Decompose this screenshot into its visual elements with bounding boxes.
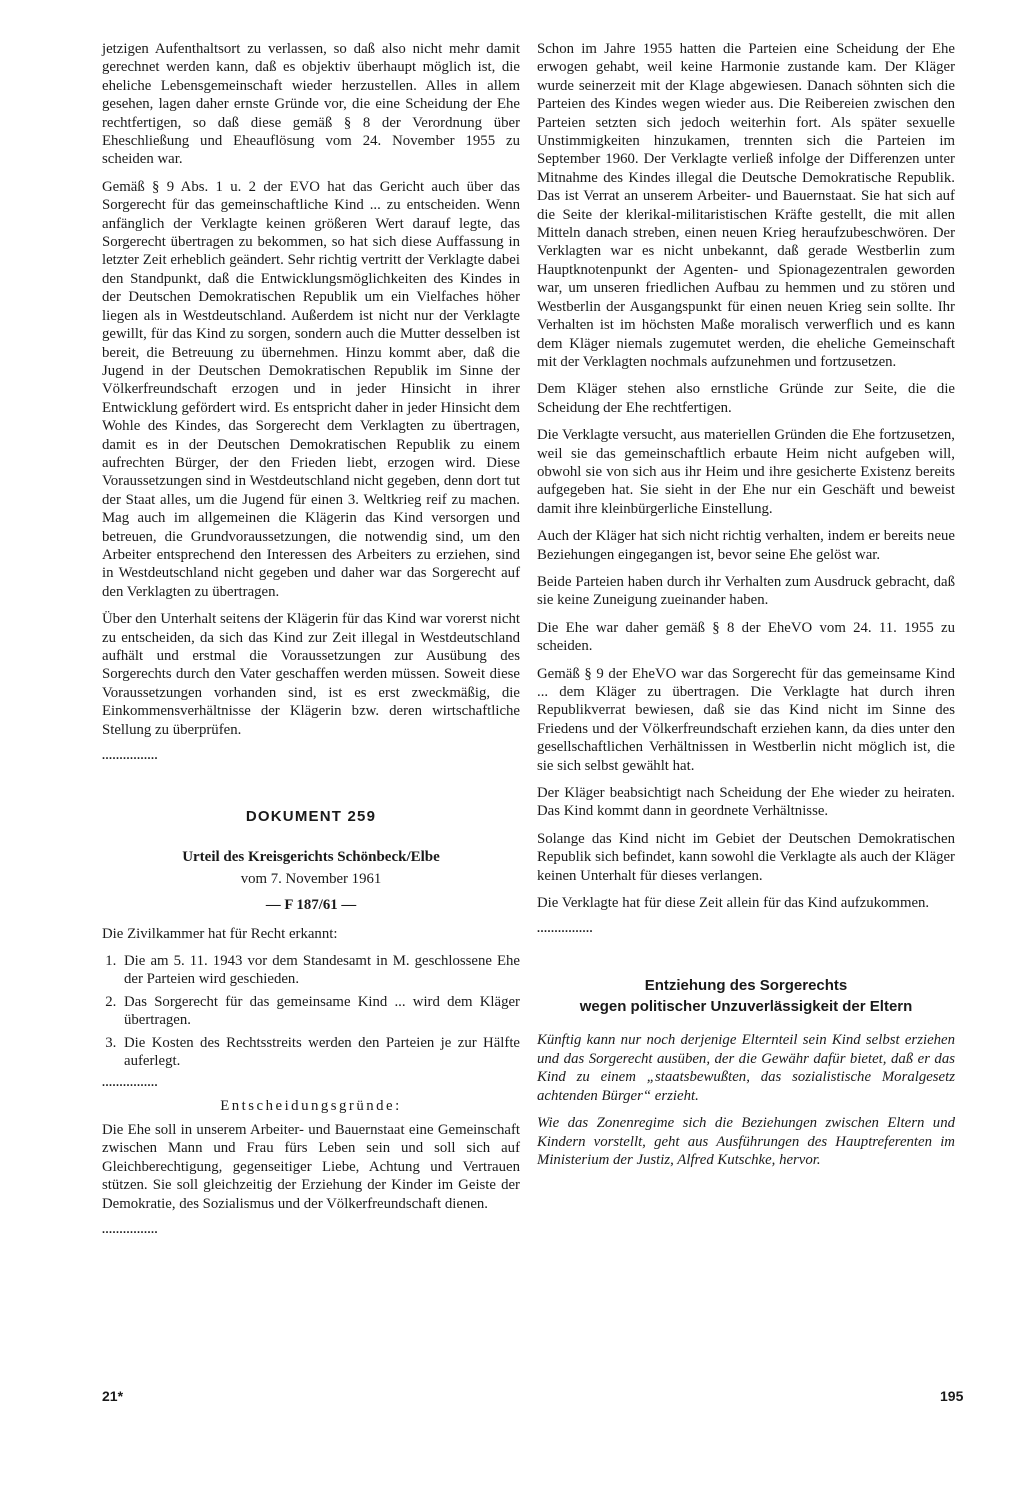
paragraph: Beide Parteien haben durch ihr Verhalten zum Ausdruck gebracht, daß sie keine Zuneigung zueinander haben. (537, 573, 955, 609)
italic-intro (537, 1031, 955, 1169)
judgment-heading: Urteil des Kreisgerichts Schönbeck/Elbe (182, 849, 440, 866)
paragraph: Dem Kläger stehen also ernstliche Gründe zur Seite, die die Scheidung der Ehe rechtfertigen. (537, 381, 955, 416)
grounds-heading: Entscheidungsgründe: (220, 1097, 402, 1114)
ruling-item: 3. Die Kosten des Rechtsstreits werden den Parteien je zur Hälfte auferlegt. (120, 1034, 520, 1071)
ruling-list (102, 952, 520, 1070)
ellipsis-separator: ................ (102, 1074, 158, 1089)
paragraph: Schon im Jahre 1955 hatten die Parteien eine Scheidung der Ehe erwogen gehabt, weil keine Harmonie zustande kam. Der Kläger wurde seinerzeit mit der Klage abgewiesen. Danach söhnten sich die Parteien des Kindes wegen wieder aus. Die Reibereien zwischen den Parteien setzten sich jedoch weiterhin fort. Als später sexuelle Unstimmigkeiten hinzukamen, trennten sich die Parteien im September 1960. Der Verklagte verließ infolge der Differenzen unter Mitnahme des Kindes illegal die Deutsche Demokratische Republik. Das ist Verrat an unserem Arbeiter- und Bauernstaat. Sie hat sich auf die Seite der klerikal-militaristischen Kräfte gestellt, die mit allen Mitteln danach streben, einen neuen Krieg heraufzubeschwören. Der Verklagten war es nicht unbekannt, daß gerade Westberlin zum Hauptknotenpunkt der Agenten- und Spionagezentralen geworden war, um unseren friedlichen Aufbau zu hemmen und zu stören und Westberlin der Ausgangspunkt für einen neuen Krieg sein sollte. Ihr Verhalten ist im höchsten Maße moralisch verwerflich und es kann dem Kläger niemals zugemutet werden, die eheliche Gemeinschaft mit der Verklagten nochmals aufzunehmen und fortzusetzen. (537, 41, 955, 370)
section-heading-line-2: wegen politischer Unzuverlässigkeit der Eltern (579, 998, 913, 1016)
ellipsis-separator: ................ (102, 1221, 158, 1236)
paragraph: Die Verklagte hat für diese Zeit allein für das Kind aufzukommen. (537, 895, 930, 912)
sheet-signature: 21* (102, 1388, 124, 1404)
section-heading (537, 975, 955, 1017)
left-column (102, 40, 520, 1244)
paragraph: Auch der Kläger hat sich nicht richtig verhalten, indem er bereits neue Beziehungen eingegangen ist, bevor seine Ehe gelöst war. (537, 528, 955, 563)
right-column (537, 40, 955, 1178)
ruling-intro: Die Zivilkammer hat für Recht erkannt: (102, 925, 338, 942)
judgment-date: vom 7. November 1961 (240, 870, 382, 887)
document-title: DOKUMENT 259 (245, 808, 377, 826)
paragraph: Solange das Kind nicht im Gebiet der Deutschen Demokratischen Republik sich befindet, kann sowohl die Verklagte als auch der Kläger keinen Unterhalt für dieses verlangen. (537, 830, 955, 884)
paragraph: Die Ehe soll in unserem Arbeiter- und Bauernstaat eine Gemeinschaft zwischen Mann und Frau fürs Leben sein und soll sich auf Gleichberechtigung, gegenseitiger Liebe, Achtung und Vertrauen stützen. Sie soll gleichzeitig der Erziehung der Kinder im Geiste der Demokratie, des Sozialismus und der Völkerfreundschaft dienen. (102, 1121, 520, 1212)
ruling-item: 2. Das Sorgerecht für das gemeinsame Kind ... wird dem Kläger übertragen. (120, 993, 520, 1030)
paragraph: jetzigen Aufenthaltsort zu verlassen, so daß also nicht mehr damit gerechnet werden kann, daß es objektiv überhaupt möglich ist, die eheliche Lebensgemeinschaft wieder herzustellen. Alles in allem gesehen, lagen daher ernste Gründe vor, die eine Scheidung der Ehe rechtfertigen, so daß diese gemäß § 8 der Verordnung über Eheschließung und Eheauflösung vom 24. November 1955 zu scheiden war. (102, 41, 520, 168)
paragraph: Gemäß § 9 der EheVO war das Sorgerecht für das gemeinsame Kind ... dem Kläger zu übertragen. Die Verklagte hat durch ihren Republikverrat bewiesen, daß sie das Kind nicht im Sinne des Friedens und der Völkerfreundschaft erziehen kann, da dies unter den gesellschaftlichen Verhältnissen in Westberlin nicht möglich ist, die sie sich selbst gewählt hat. (537, 665, 955, 774)
paragraph: Gemäß § 9 Abs. 1 u. 2 der EVO hat das Gericht auch über das Sorgerecht für das gemeinschaftliche Kind ... zu entscheiden. Wenn anfänglich der Verklagte keinen größeren Wert darauf legte, das Sorgerecht übertragen zu bekommen, so hat sich diese Auffassung in letzter Zeit erheblich geändert. Sehr richtig vertritt der Verklagte dabei den Standpunkt, daß die Entwicklungsmöglichkeiten des Kindes in der Deutschen Demokratischen Republik um ein Vielfaches höher liegen als in Westdeutschland. Außerdem ist nicht nur der Verklagte gewillt, für das Kind zu sorgen, sondern auch die Mutter desselben ist bereit, die Betreuung zu übernehmen. Hinzu kommt aber, daß die Jugend in der Deutschen Demokratischen Republik im Sinne der Völkerfreundschaft erzogen und in jeder Hinsicht in ihrer Entwicklung gefördert wird. Es entspricht daher in jeder Hinsicht dem Wohle des Kindes, das Sorgerecht dem Verklagten zu übertragen, damit es in der Deutschen Demokratischen Republik zu einem aufrechten Bürger, der den Frieden liebt, erzogen wird. Diese Voraussetzungen sind in Westdeutschland nicht gegeben, denn dort tut der Staat alles, um die Jugend für einen 3. Weltkrieg reif zu machen. Mag auch im allgemeinen die Klägerin das Kind versorgen und betreuen, die Grundvoraussetzungen, die notwendig sind, um den Arbeiter entsprechend den Interessen des Arbeiters zu erziehen, sind in Westdeutschland nicht gegeben und daher war das Sorgerecht auf den Verklagten zu übertragen. (102, 178, 520, 600)
ellipsis-separator: ................ (102, 748, 158, 763)
paragraph: Die Verklagte versucht, aus materiellen Gründen die Ehe fortzusetzen, weil sie das gemeinschaftlich erbaute Heim nicht aufgeben will, obwohl sie von sich aus ihr Heim und ihre gesicherte Existenz bereits aufgegeben hat. Sie sieht in der Ehe nur ein Geschäft und beweist damit ihre kleinbürgerliche Einstellung. (537, 427, 955, 517)
ruling-item: 1. Die am 5. 11. 1943 vor dem Standesamt in M. geschlossene Ehe der Parteien wird geschieden. (120, 952, 520, 989)
italic-paragraph: Künftig kann nur noch derjenige Elternteil sein Kind selbst erziehen und das Sorgerecht ausüben, der die Gewähr dafür bietet, daß er das Kind zu einem „staatsbewußten, das sozialistische Moralgesetz achtenden Bürger“ erzieht. (537, 1032, 955, 1104)
case-number: — F 187/61 — (265, 897, 357, 914)
section-heading-line-1: Entziehung des Sorgerechts (644, 977, 848, 995)
paragraph: Die Ehe war daher gemäß § 8 der EheVO vom 24. 11. 1955 zu scheiden. (537, 619, 955, 655)
page-number: 195 (940, 1388, 964, 1404)
paragraph: Der Kläger beabsichtigt nach Scheidung der Ehe wieder zu heiraten. Das Kind kommt dann in geordnete Verhältnisse. (537, 785, 955, 820)
ellipsis-separator: ................ (537, 921, 593, 936)
italic-paragraph: Wie das Zonenregime sich die Beziehungen zwischen Eltern und Kindern vorstellt, geht aus Ausführungen des Hauptreferenten im Ministerium der Justiz, Alfred Kutschke, hervor. (537, 1115, 955, 1168)
paragraph: Über den Unterhalt seitens der Klägerin für das Kind war vorerst nicht zu entscheiden, da sich das Kind zur Zeit illegal in Westdeutschland aufhält und erstmal die Voraussetzungen zur Ausübung des Sorgerechts durch den Vater geschaffen werden müssen. Soweit diese Voraussetzungen vorhanden sind, ist es erst zweckmäßig, die Einkommensverhältnisse der Klägerin bzw. deren wirtschaftliche Stellung zu überprüfen. (102, 611, 520, 738)
